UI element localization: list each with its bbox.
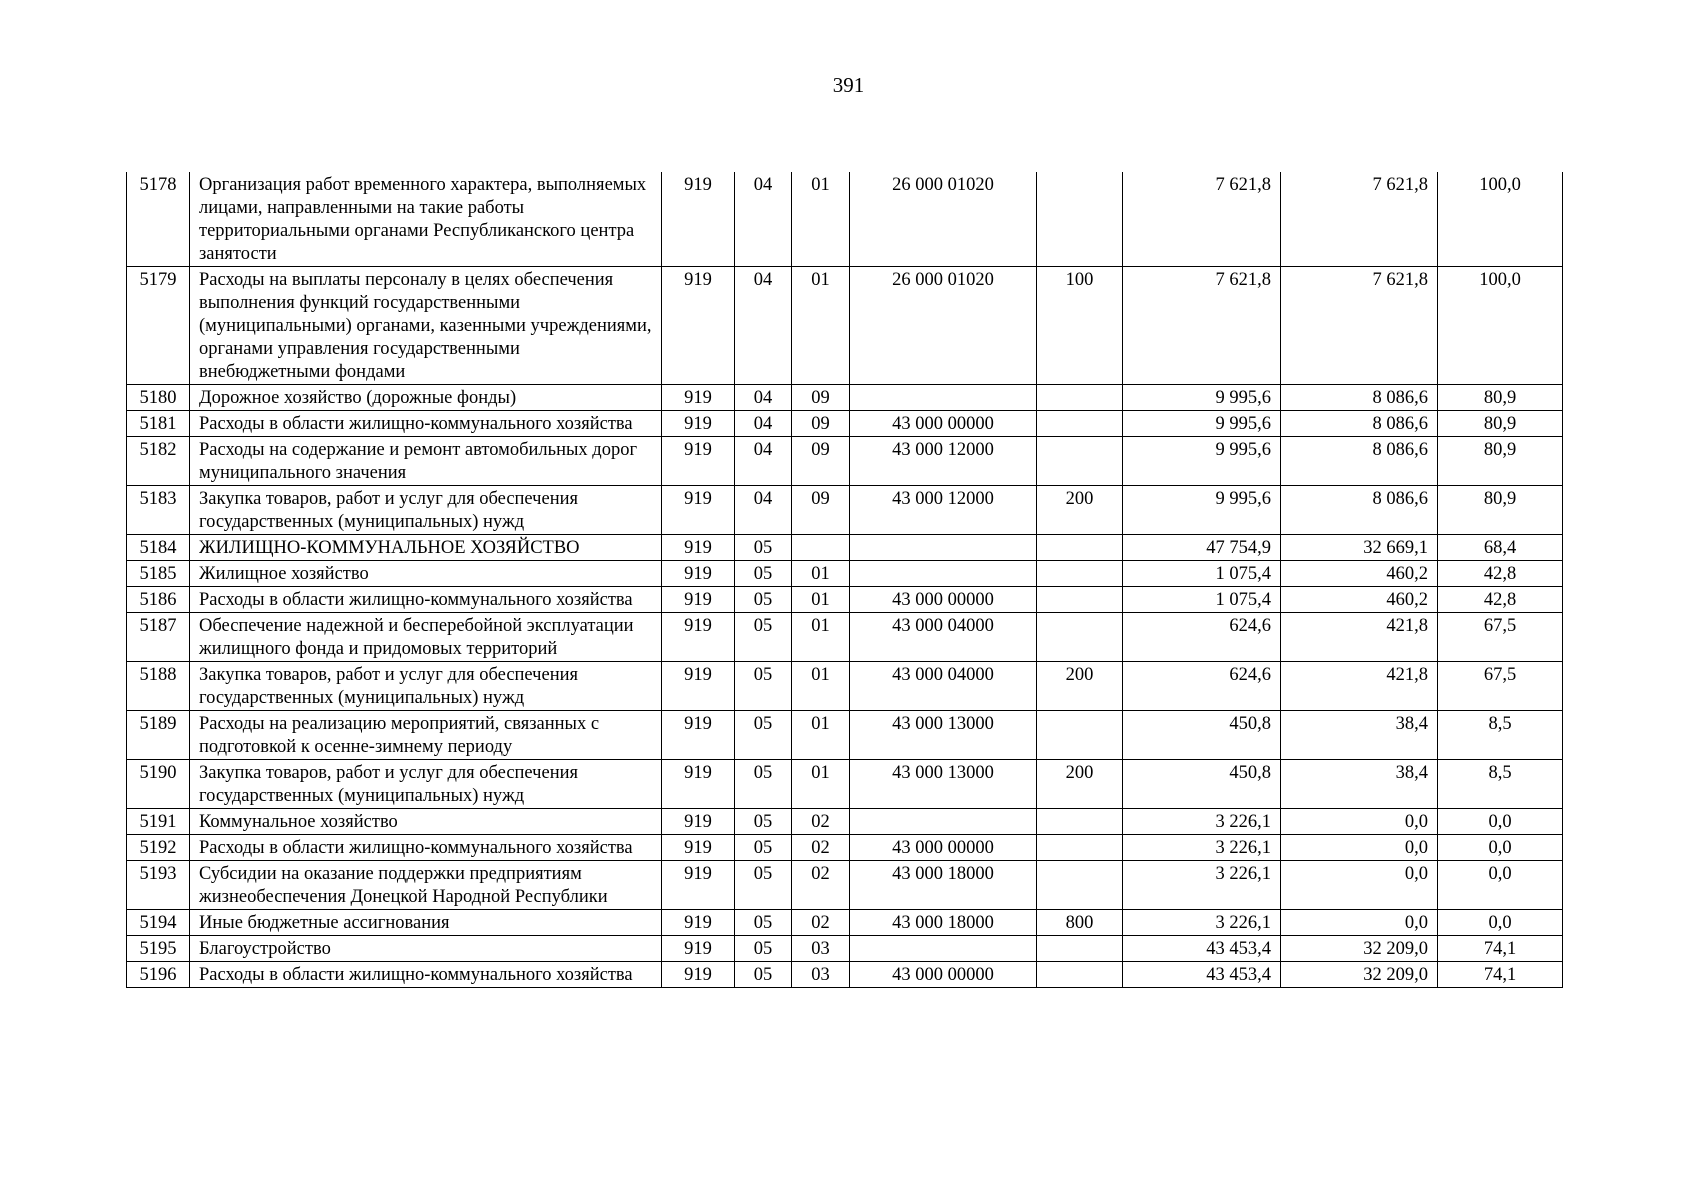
- planned-amount-cell: 450,8: [1123, 760, 1281, 809]
- row-number-cell: 5183: [127, 486, 190, 535]
- row-number-cell: 5193: [127, 861, 190, 910]
- table-row: [127, 760, 1563, 809]
- execution-percent-cell: 42,8: [1438, 587, 1563, 613]
- planned-amount-cell: 9 995,6: [1123, 437, 1281, 486]
- expense-type-cell: [1037, 711, 1123, 760]
- planned-amount-cell: 624,6: [1123, 662, 1281, 711]
- target-article-cell: 43 000 04000: [850, 613, 1037, 662]
- subsection-code-cell: 01: [792, 587, 850, 613]
- target-article-cell: 43 000 13000: [850, 760, 1037, 809]
- execution-percent-cell: 0,0: [1438, 809, 1563, 835]
- expense-type-cell: [1037, 809, 1123, 835]
- grbs-code-cell: 919: [662, 835, 735, 861]
- table-row: [127, 962, 1563, 988]
- target-article-cell: 26 000 01020: [850, 172, 1037, 267]
- table-row: [127, 613, 1563, 662]
- planned-amount-cell: 9 995,6: [1123, 385, 1281, 411]
- section-code-cell: 04: [735, 267, 792, 385]
- description-cell: Коммунальное хозяйство: [190, 809, 662, 835]
- planned-amount-cell: 3 226,1: [1123, 809, 1281, 835]
- table-row: [127, 172, 1563, 267]
- subsection-code-cell: 03: [792, 936, 850, 962]
- section-code-cell: 05: [735, 613, 792, 662]
- execution-percent-cell: 67,5: [1438, 613, 1563, 662]
- execution-percent-cell: 8,5: [1438, 760, 1563, 809]
- planned-amount-cell: 1 075,4: [1123, 587, 1281, 613]
- execution-percent-cell: 80,9: [1438, 486, 1563, 535]
- actual-amount-cell: 421,8: [1281, 662, 1438, 711]
- expense-type-cell: 100: [1037, 267, 1123, 385]
- planned-amount-cell: 3 226,1: [1123, 835, 1281, 861]
- expense-type-cell: [1037, 613, 1123, 662]
- description-cell: Закупка товаров, работ и услуг для обеспечения государственных (муниципальных) нужд: [190, 760, 662, 809]
- description-cell: Закупка товаров, работ и услуг для обеспечения государственных (муниципальных) нужд: [190, 662, 662, 711]
- row-number-cell: 5187: [127, 613, 190, 662]
- page-number: 391: [832, 73, 865, 97]
- subsection-code-cell: 01: [792, 613, 850, 662]
- subsection-code-cell: 01: [792, 760, 850, 809]
- actual-amount-cell: 0,0: [1281, 809, 1438, 835]
- actual-amount-cell: 7 621,8: [1281, 172, 1438, 267]
- subsection-code-cell: 09: [792, 486, 850, 535]
- target-article-cell: 43 000 00000: [850, 411, 1037, 437]
- description-cell: ЖИЛИЩНО-КОММУНАЛЬНОЕ ХОЗЯЙСТВО: [190, 535, 662, 561]
- grbs-code-cell: 919: [662, 910, 735, 936]
- subsection-code-cell: 02: [792, 910, 850, 936]
- table-row: [127, 486, 1563, 535]
- target-article-cell: 26 000 01020: [850, 267, 1037, 385]
- table-row: [127, 711, 1563, 760]
- target-article-cell: [850, 809, 1037, 835]
- description-cell: Жилищное хозяйство: [190, 561, 662, 587]
- actual-amount-cell: 460,2: [1281, 561, 1438, 587]
- row-number-cell: 5182: [127, 437, 190, 486]
- execution-percent-cell: 42,8: [1438, 561, 1563, 587]
- grbs-code-cell: 919: [662, 809, 735, 835]
- execution-percent-cell: 74,1: [1438, 936, 1563, 962]
- actual-amount-cell: 32 209,0: [1281, 936, 1438, 962]
- subsection-code-cell: 01: [792, 662, 850, 711]
- table-row: [127, 861, 1563, 910]
- table-row: [127, 267, 1563, 385]
- section-code-cell: 05: [735, 962, 792, 988]
- row-number-cell: 5180: [127, 385, 190, 411]
- target-article-cell: 43 000 00000: [850, 962, 1037, 988]
- table-row: [127, 835, 1563, 861]
- table-row: [127, 936, 1563, 962]
- execution-percent-cell: 74,1: [1438, 962, 1563, 988]
- actual-amount-cell: 38,4: [1281, 760, 1438, 809]
- row-number-cell: 5181: [127, 411, 190, 437]
- execution-percent-cell: 67,5: [1438, 662, 1563, 711]
- description-cell: Расходы в области жилищно-коммунального хозяйства: [190, 587, 662, 613]
- execution-percent-cell: 0,0: [1438, 910, 1563, 936]
- section-code-cell: 05: [735, 535, 792, 561]
- description-cell: Благоустройство: [190, 936, 662, 962]
- grbs-code-cell: 919: [662, 861, 735, 910]
- row-number-cell: 5190: [127, 760, 190, 809]
- planned-amount-cell: 7 621,8: [1123, 172, 1281, 267]
- actual-amount-cell: 0,0: [1281, 910, 1438, 936]
- subsection-code-cell: [792, 535, 850, 561]
- execution-percent-cell: 0,0: [1438, 861, 1563, 910]
- row-number-cell: 5191: [127, 809, 190, 835]
- target-article-cell: [850, 385, 1037, 411]
- section-code-cell: 05: [735, 662, 792, 711]
- table-row: [127, 587, 1563, 613]
- description-cell: Расходы на выплаты персоналу в целях обеспечения выполнения функций государственными (муниципальными) органами, казенными учреждениями, органами управления государственными внебюджетными фондами: [190, 267, 662, 385]
- actual-amount-cell: 421,8: [1281, 613, 1438, 662]
- description-cell: Расходы в области жилищно-коммунального хозяйства: [190, 411, 662, 437]
- section-code-cell: 04: [735, 172, 792, 267]
- actual-amount-cell: 38,4: [1281, 711, 1438, 760]
- expense-type-cell: [1037, 535, 1123, 561]
- execution-percent-cell: 68,4: [1438, 535, 1563, 561]
- execution-percent-cell: 80,9: [1438, 437, 1563, 486]
- planned-amount-cell: 43 453,4: [1123, 962, 1281, 988]
- target-article-cell: 43 000 12000: [850, 437, 1037, 486]
- row-number-cell: 5179: [127, 267, 190, 385]
- section-code-cell: 05: [735, 861, 792, 910]
- grbs-code-cell: 919: [662, 437, 735, 486]
- planned-amount-cell: 9 995,6: [1123, 411, 1281, 437]
- execution-percent-cell: 100,0: [1438, 267, 1563, 385]
- grbs-code-cell: 919: [662, 411, 735, 437]
- subsection-code-cell: 03: [792, 962, 850, 988]
- actual-amount-cell: 32 669,1: [1281, 535, 1438, 561]
- subsection-code-cell: 09: [792, 411, 850, 437]
- expense-type-cell: [1037, 861, 1123, 910]
- planned-amount-cell: 7 621,8: [1123, 267, 1281, 385]
- expense-type-cell: 200: [1037, 662, 1123, 711]
- expense-type-cell: [1037, 962, 1123, 988]
- expense-type-cell: 200: [1037, 760, 1123, 809]
- table-row: [127, 385, 1563, 411]
- section-code-cell: 05: [735, 711, 792, 760]
- row-number-cell: 5184: [127, 535, 190, 561]
- section-code-cell: 04: [735, 385, 792, 411]
- grbs-code-cell: 919: [662, 613, 735, 662]
- grbs-code-cell: 919: [662, 587, 735, 613]
- actual-amount-cell: 460,2: [1281, 587, 1438, 613]
- description-cell: Расходы на реализацию мероприятий, связанных с подготовкой к осенне-зимнему периоду: [190, 711, 662, 760]
- section-code-cell: 05: [735, 760, 792, 809]
- table-row: [127, 910, 1563, 936]
- target-article-cell: 43 000 13000: [850, 711, 1037, 760]
- expense-type-cell: [1037, 561, 1123, 587]
- grbs-code-cell: 919: [662, 385, 735, 411]
- section-code-cell: 04: [735, 411, 792, 437]
- description-cell: Расходы в области жилищно-коммунального хозяйства: [190, 835, 662, 861]
- grbs-code-cell: 919: [662, 561, 735, 587]
- target-article-cell: 43 000 18000: [850, 910, 1037, 936]
- actual-amount-cell: 8 086,6: [1281, 486, 1438, 535]
- planned-amount-cell: 47 754,9: [1123, 535, 1281, 561]
- table-row: [127, 561, 1563, 587]
- description-cell: Закупка товаров, работ и услуг для обеспечения государственных (муниципальных) нужд: [190, 486, 662, 535]
- planned-amount-cell: 3 226,1: [1123, 861, 1281, 910]
- actual-amount-cell: 8 086,6: [1281, 385, 1438, 411]
- section-code-cell: 05: [735, 936, 792, 962]
- execution-percent-cell: 0,0: [1438, 835, 1563, 861]
- section-code-cell: 05: [735, 835, 792, 861]
- target-article-cell: 43 000 18000: [850, 861, 1037, 910]
- description-cell: Организация работ временного характера, выполняемых лицами, направленными на такие работы территориальными органами Республиканского центра занятости: [190, 172, 662, 267]
- expense-type-cell: [1037, 385, 1123, 411]
- row-number-cell: 5192: [127, 835, 190, 861]
- expense-type-cell: [1037, 835, 1123, 861]
- expense-type-cell: 200: [1037, 486, 1123, 535]
- table-row: [127, 437, 1563, 486]
- planned-amount-cell: 1 075,4: [1123, 561, 1281, 587]
- section-code-cell: 05: [735, 910, 792, 936]
- table-row: [127, 535, 1563, 561]
- subsection-code-cell: 02: [792, 835, 850, 861]
- target-article-cell: 43 000 04000: [850, 662, 1037, 711]
- execution-percent-cell: 80,9: [1438, 411, 1563, 437]
- subsection-code-cell: 09: [792, 437, 850, 486]
- subsection-code-cell: 01: [792, 172, 850, 267]
- target-article-cell: [850, 535, 1037, 561]
- row-number-cell: 5189: [127, 711, 190, 760]
- subsection-code-cell: 09: [792, 385, 850, 411]
- section-code-cell: 05: [735, 809, 792, 835]
- target-article-cell: 43 000 00000: [850, 587, 1037, 613]
- planned-amount-cell: 450,8: [1123, 711, 1281, 760]
- subsection-code-cell: 02: [792, 861, 850, 910]
- table-body: [127, 172, 1563, 988]
- expense-type-cell: [1037, 936, 1123, 962]
- actual-amount-cell: 0,0: [1281, 835, 1438, 861]
- expense-type-cell: [1037, 411, 1123, 437]
- actual-amount-cell: 8 086,6: [1281, 411, 1438, 437]
- table-row: [127, 411, 1563, 437]
- expense-type-cell: [1037, 172, 1123, 267]
- expense-type-cell: [1037, 437, 1123, 486]
- description-cell: Дорожное хозяйство (дорожные фонды): [190, 385, 662, 411]
- target-article-cell: [850, 561, 1037, 587]
- row-number-cell: 5194: [127, 910, 190, 936]
- subsection-code-cell: 01: [792, 267, 850, 385]
- section-code-cell: 05: [735, 561, 792, 587]
- budget-table: [126, 172, 1563, 988]
- grbs-code-cell: 919: [662, 760, 735, 809]
- section-code-cell: 04: [735, 437, 792, 486]
- expense-type-cell: [1037, 587, 1123, 613]
- row-number-cell: 5186: [127, 587, 190, 613]
- description-cell: Расходы на содержание и ремонт автомобильных дорог муниципального значения: [190, 437, 662, 486]
- target-article-cell: 43 000 12000: [850, 486, 1037, 535]
- target-article-cell: [850, 936, 1037, 962]
- actual-amount-cell: 8 086,6: [1281, 437, 1438, 486]
- description-cell: Иные бюджетные ассигнования: [190, 910, 662, 936]
- actual-amount-cell: 7 621,8: [1281, 267, 1438, 385]
- execution-percent-cell: 8,5: [1438, 711, 1563, 760]
- planned-amount-cell: 624,6: [1123, 613, 1281, 662]
- row-number-cell: 5185: [127, 561, 190, 587]
- section-code-cell: 04: [735, 486, 792, 535]
- actual-amount-cell: 32 209,0: [1281, 962, 1438, 988]
- grbs-code-cell: 919: [662, 662, 735, 711]
- table-row: [127, 662, 1563, 711]
- target-article-cell: 43 000 00000: [850, 835, 1037, 861]
- row-number-cell: 5188: [127, 662, 190, 711]
- grbs-code-cell: 919: [662, 936, 735, 962]
- grbs-code-cell: 919: [662, 267, 735, 385]
- grbs-code-cell: 919: [662, 172, 735, 267]
- row-number-cell: 5178: [127, 172, 190, 267]
- table-row: [127, 809, 1563, 835]
- subsection-code-cell: 01: [792, 711, 850, 760]
- row-number-cell: 5195: [127, 936, 190, 962]
- planned-amount-cell: 9 995,6: [1123, 486, 1281, 535]
- grbs-code-cell: 919: [662, 711, 735, 760]
- section-code-cell: 05: [735, 587, 792, 613]
- grbs-code-cell: 919: [662, 486, 735, 535]
- actual-amount-cell: 0,0: [1281, 861, 1438, 910]
- subsection-code-cell: 02: [792, 809, 850, 835]
- execution-percent-cell: 100,0: [1438, 172, 1563, 267]
- grbs-code-cell: 919: [662, 535, 735, 561]
- execution-percent-cell: 80,9: [1438, 385, 1563, 411]
- grbs-code-cell: 919: [662, 962, 735, 988]
- planned-amount-cell: 3 226,1: [1123, 910, 1281, 936]
- planned-amount-cell: 43 453,4: [1123, 936, 1281, 962]
- row-number-cell: 5196: [127, 962, 190, 988]
- description-cell: Субсидии на оказание поддержки предприятиям жизнеобеспечения Донецкой Народной Республики: [190, 861, 662, 910]
- expense-type-cell: 800: [1037, 910, 1123, 936]
- description-cell: Обеспечение надежной и бесперебойной эксплуатации жилищного фонда и придомовых территорий: [190, 613, 662, 662]
- description-cell: Расходы в области жилищно-коммунального хозяйства: [190, 962, 662, 988]
- subsection-code-cell: 01: [792, 561, 850, 587]
